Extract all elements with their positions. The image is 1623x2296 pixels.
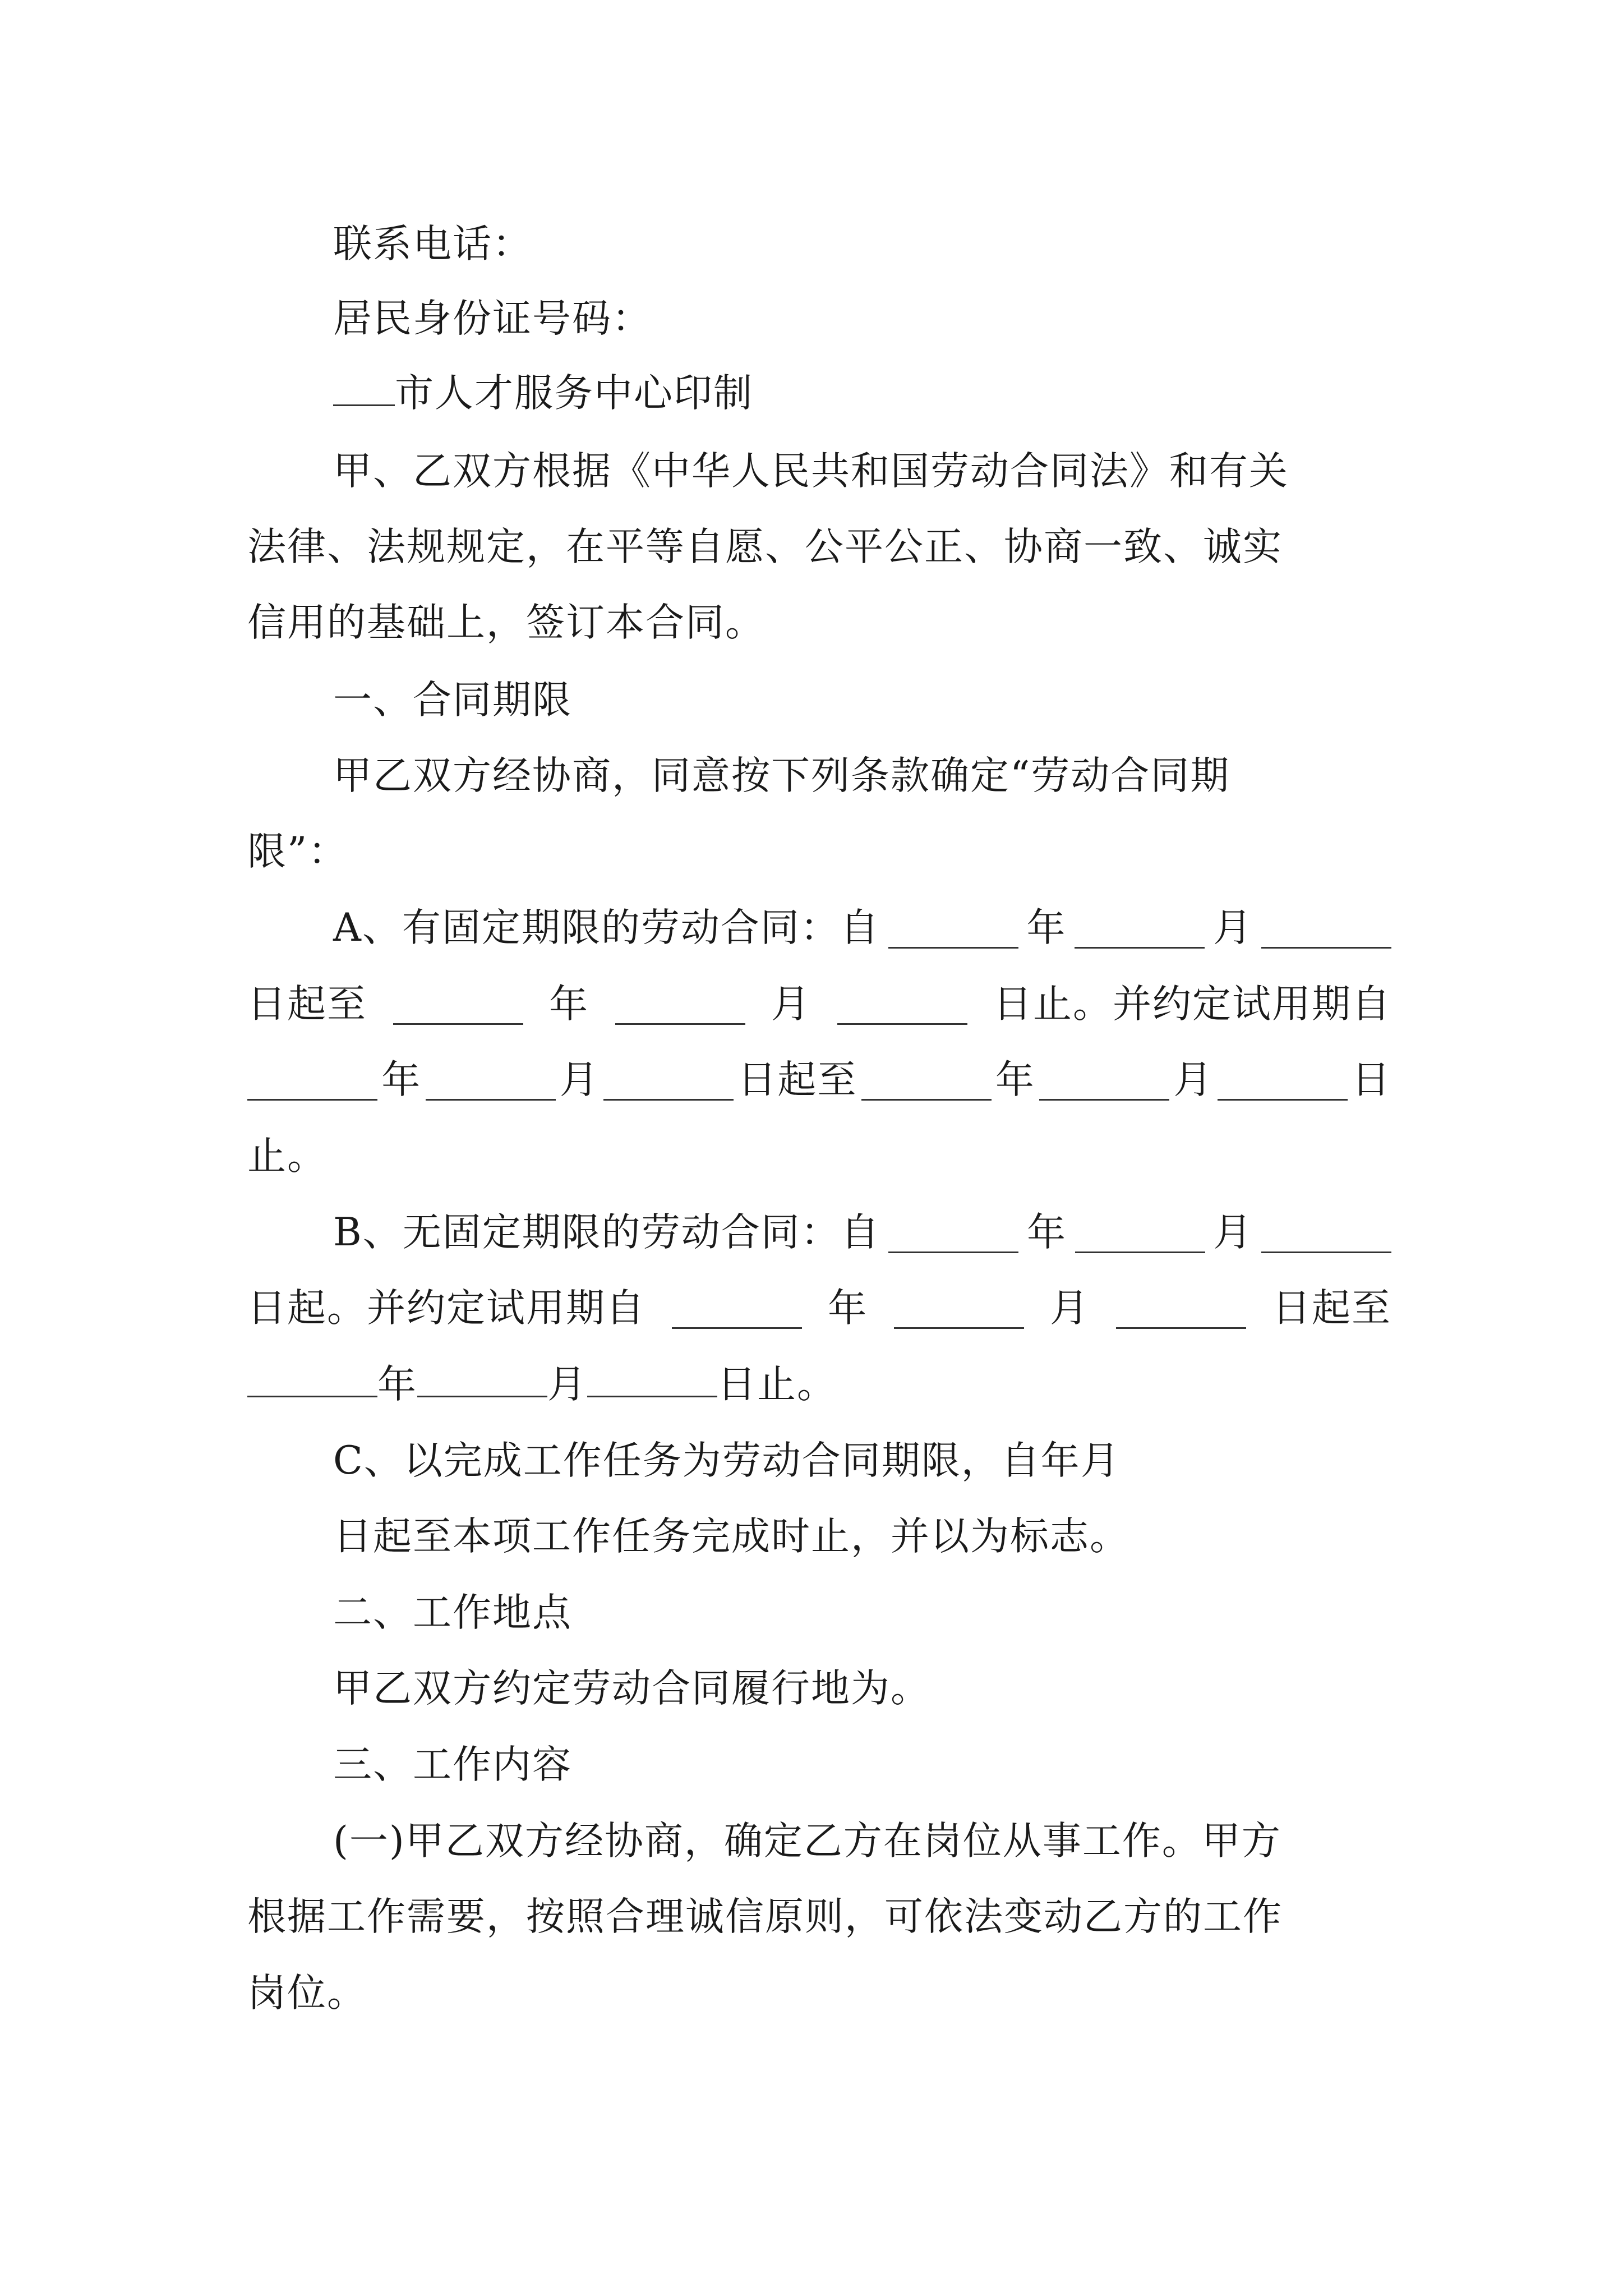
blank-field <box>1261 1212 1391 1253</box>
clause-c-line-2: 日起至本项工作任务完成时止，并以为标志。 <box>333 1514 1129 1559</box>
month-label: 月 <box>1213 905 1253 950</box>
paragraph-text: 根据工作需要，按照合理诚信原则，可依法变动乙方的工作 <box>247 1894 1283 1939</box>
clause-b-line-1 <box>333 1204 1391 1260</box>
paragraph-text: (一)甲乙双方经协商，确定乙方在岗位从事工作。甲方 <box>333 1819 1281 1864</box>
paragraph-line <box>247 1889 1391 1945</box>
year-label: 年 <box>381 1057 422 1102</box>
clause-a-line-1 <box>333 900 1391 956</box>
blank-field <box>1075 1212 1205 1253</box>
paragraph-text: 甲乙双方经协商，同意按下列条款确定“劳动合同期 <box>333 753 1230 798</box>
blank-field <box>587 1356 717 1397</box>
paragraph-line <box>247 595 1391 651</box>
month-label: 月 <box>1050 1286 1090 1331</box>
clause-text: 日起至 <box>737 1057 857 1102</box>
paragraph-text: 岗位。 <box>247 1971 367 2016</box>
clause-b-line-3 <box>247 1356 1391 1412</box>
blank-field <box>861 1060 992 1101</box>
contact-phone-label: 联系电话： <box>333 222 532 266</box>
paragraph-text: 甲、乙双方根据《中华人民共和国劳动合同法》和有关 <box>333 449 1289 494</box>
clause-text: 日止。并约定试用期自 <box>993 982 1391 1027</box>
blank-field <box>888 908 1018 949</box>
paragraph-line: 甲乙双方约定劳动合同履行地为。 <box>333 1666 930 1711</box>
blank-field <box>1116 1288 1246 1329</box>
blank-field <box>672 1288 802 1329</box>
paragraph-line <box>333 1813 1391 1869</box>
blank-field <box>1075 908 1205 949</box>
blank-field <box>888 1212 1018 1253</box>
clause-a-line-3 <box>247 1052 1391 1108</box>
id-number-label: 居民身份证号码： <box>333 296 652 341</box>
blank-field <box>247 1356 377 1397</box>
month-label: 月 <box>1173 1057 1214 1102</box>
clause-text: 日止。 <box>717 1362 837 1407</box>
blank-field <box>1039 1060 1169 1101</box>
clause-c-line-1: C、以完成工作任务为劳动合同期限，自年月 <box>333 1438 1121 1483</box>
blank-field <box>393 984 523 1025</box>
day-label: 日 <box>1351 1057 1391 1102</box>
paragraph-line <box>247 519 1391 575</box>
clause-text: 日起至 <box>247 982 367 1027</box>
month-label: 月 <box>771 982 811 1027</box>
blank-field <box>837 984 967 1025</box>
paragraph-line <box>247 1965 1391 2021</box>
clause-b-line-2 <box>247 1280 1391 1336</box>
paragraph-text: 信用的基础上，签订本合同。 <box>247 600 765 645</box>
paragraph-line <box>333 443 1391 499</box>
publisher-line <box>333 365 1477 421</box>
blank-field <box>333 365 395 406</box>
paragraph-line <box>247 823 1391 880</box>
year-label: 年 <box>377 1362 417 1407</box>
month-label: 月 <box>1213 1210 1253 1255</box>
blank-field <box>247 1060 377 1101</box>
blank-field <box>894 1288 1024 1329</box>
blank-field <box>615 984 745 1025</box>
paragraph-text: 法律、法规规定，在平等自愿、公平公正、协商一致、诚实 <box>247 524 1283 569</box>
section-heading-location: 二、工作地点 <box>333 1590 572 1635</box>
year-label: 年 <box>1026 905 1067 950</box>
clause-text: 日起至 <box>1272 1286 1391 1331</box>
year-label: 年 <box>828 1286 868 1331</box>
blank-field <box>1261 908 1391 949</box>
clause-text: 日起。并约定试用期自 <box>247 1286 645 1331</box>
paragraph-line <box>333 748 1477 804</box>
year-label: 年 <box>549 982 589 1027</box>
paragraph-text: 限”： <box>247 829 348 874</box>
clause-a-line-4: 止。 <box>247 1134 327 1179</box>
blank-field <box>426 1060 556 1101</box>
publisher-text: 市人才服务中心印制 <box>395 371 753 416</box>
clause-a-line-2 <box>247 976 1391 1032</box>
month-label: 月 <box>559 1057 600 1102</box>
month-label: 月 <box>547 1362 587 1407</box>
blank-field <box>1218 1060 1348 1101</box>
year-label: 年 <box>995 1057 1035 1102</box>
clause-text: A、有固定期限的劳动合同：自 <box>333 905 880 950</box>
blank-field <box>603 1060 734 1101</box>
year-label: 年 <box>1027 1210 1067 1255</box>
clause-text: B、无固定期限的劳动合同：自 <box>333 1210 880 1255</box>
section-heading-term: 一、合同期限 <box>333 678 572 723</box>
blank-field <box>417 1356 547 1397</box>
section-heading-content: 三、工作内容 <box>333 1742 572 1787</box>
